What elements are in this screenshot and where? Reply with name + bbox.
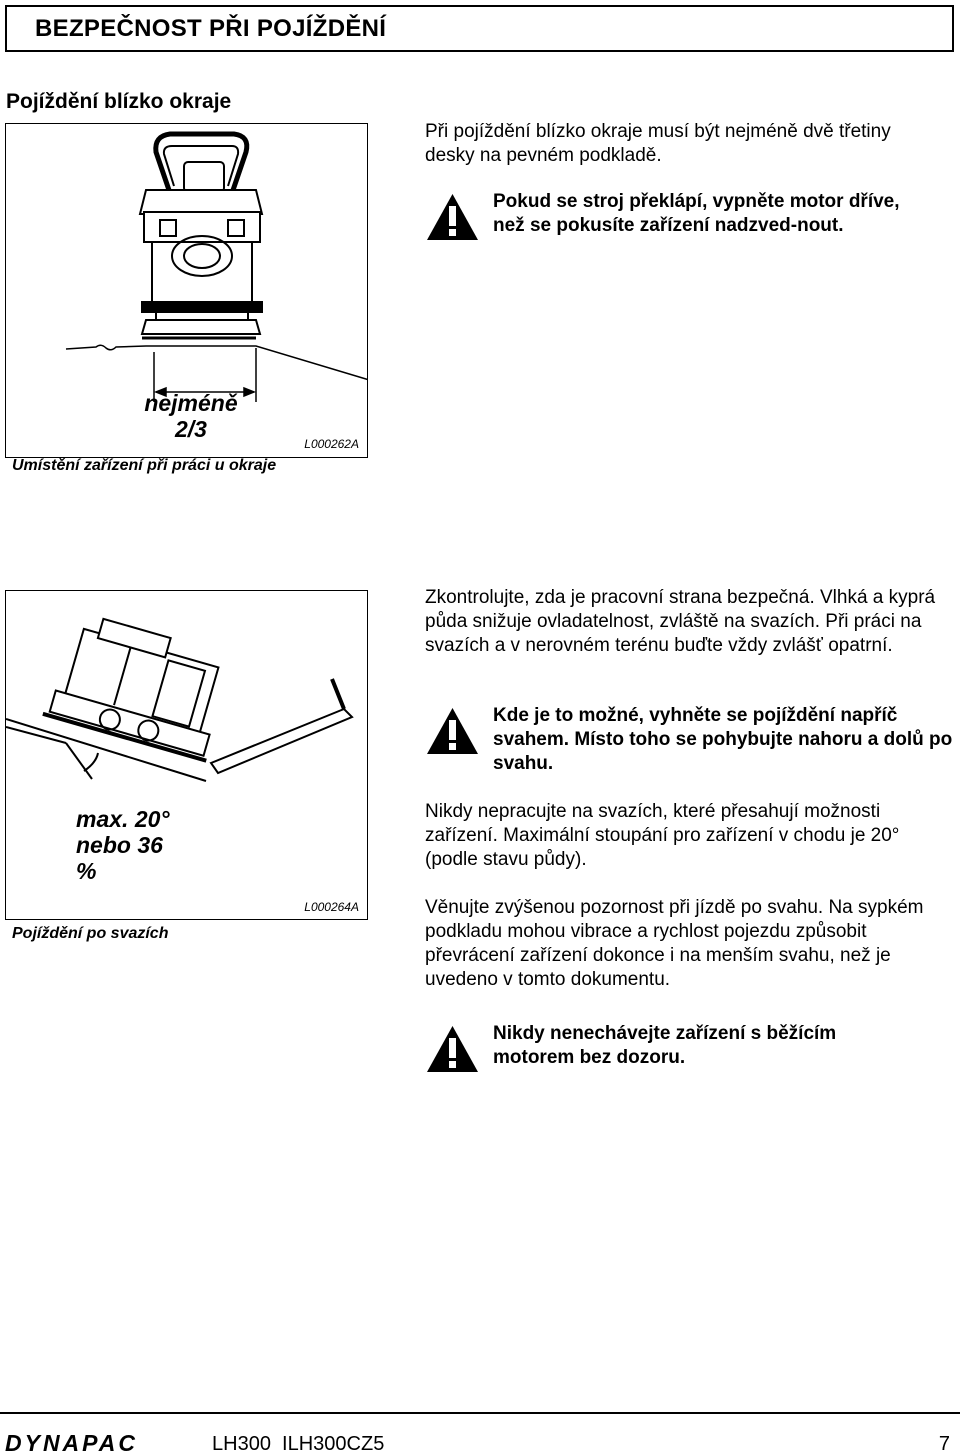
warning-tip-over <box>425 190 955 270</box>
figure-caption: Umístění zařízení při práci u okraje <box>12 457 277 474</box>
paragraph-attention: Věnujte zvýšenou pozornost při jízdě po svahu. Na sypkém podkladu mohou vibrace a rychlost pojezdu způsobit převrácení zařízení dokonce i na menším svahu, než je uvedeno v tomto dokumentu. <box>425 897 924 990</box>
warning-triangle-icon <box>425 1024 480 1074</box>
figure-id: L000262A <box>304 437 359 451</box>
label-line-1: max. 20° <box>76 806 170 832</box>
warning-text: Pokud se stroj překlápí, vypněte motor dříve, než se pokusíte zařízení nadzved-nout. <box>493 191 900 236</box>
figure-slope <box>5 590 368 920</box>
header-box <box>5 5 954 52</box>
machine-slope-illustration <box>6 591 367 919</box>
warning-cross-slope <box>425 704 955 784</box>
warning-triangle-icon <box>425 706 480 756</box>
paragraph-limits: Nikdy nepracujte na svazích, které přesahují možnosti zařízení. Maximální stoupání pro zařízení v chodu je 20° (podle stavu půdy). <box>425 801 900 870</box>
warning-triangle-icon <box>425 192 480 242</box>
warning-text: Nikdy nenechávejte zařízení s běžícím motorem bez dozoru. <box>493 1023 837 1068</box>
brand-logo <box>5 1432 187 1454</box>
page-title: BEZPEČNOST PŘI POJÍŽDĚNÍ <box>35 15 387 42</box>
model-code: LH300 ILH300CZ5 <box>212 1433 385 1455</box>
label-line-2: nebo 36 % <box>76 832 163 884</box>
paragraph-check: Zkontrolujte, zda je pracovní strana bezpečná. Vlhká a kyprá půda snižuje ovladatelnost, zvláště na svazích. Při práci na svazích a v nerovném terénu buďte vždy zvlášť opatrní. <box>425 587 936 656</box>
warning-unattended <box>425 1022 955 1102</box>
footer-rule <box>0 1412 960 1414</box>
brand-logo-text: DYNAPAC <box>5 1432 139 1454</box>
figure-id: L000264A <box>304 900 359 914</box>
figure-label-max <box>76 806 186 884</box>
label-line-1: nejméně <box>144 390 238 416</box>
section-heading: Pojíždění blízko okraje <box>6 90 232 113</box>
page-number: 7 <box>938 1433 950 1455</box>
paragraph-edge: Při pojíždění blízko okraje musí být nejméně dvě třetiny desky na pevném podkladě. <box>425 121 891 166</box>
label-line-2: 2/3 <box>175 416 207 442</box>
figure-caption: Pojíždění po svazích <box>12 925 169 942</box>
figure-edge <box>5 123 368 458</box>
warning-text: Kde je to možné, vyhněte se pojíždění napříč svahem. Místo toho se pohybujte nahoru a dolů po svahu. <box>493 705 953 774</box>
figure-label-min <box>126 390 256 442</box>
